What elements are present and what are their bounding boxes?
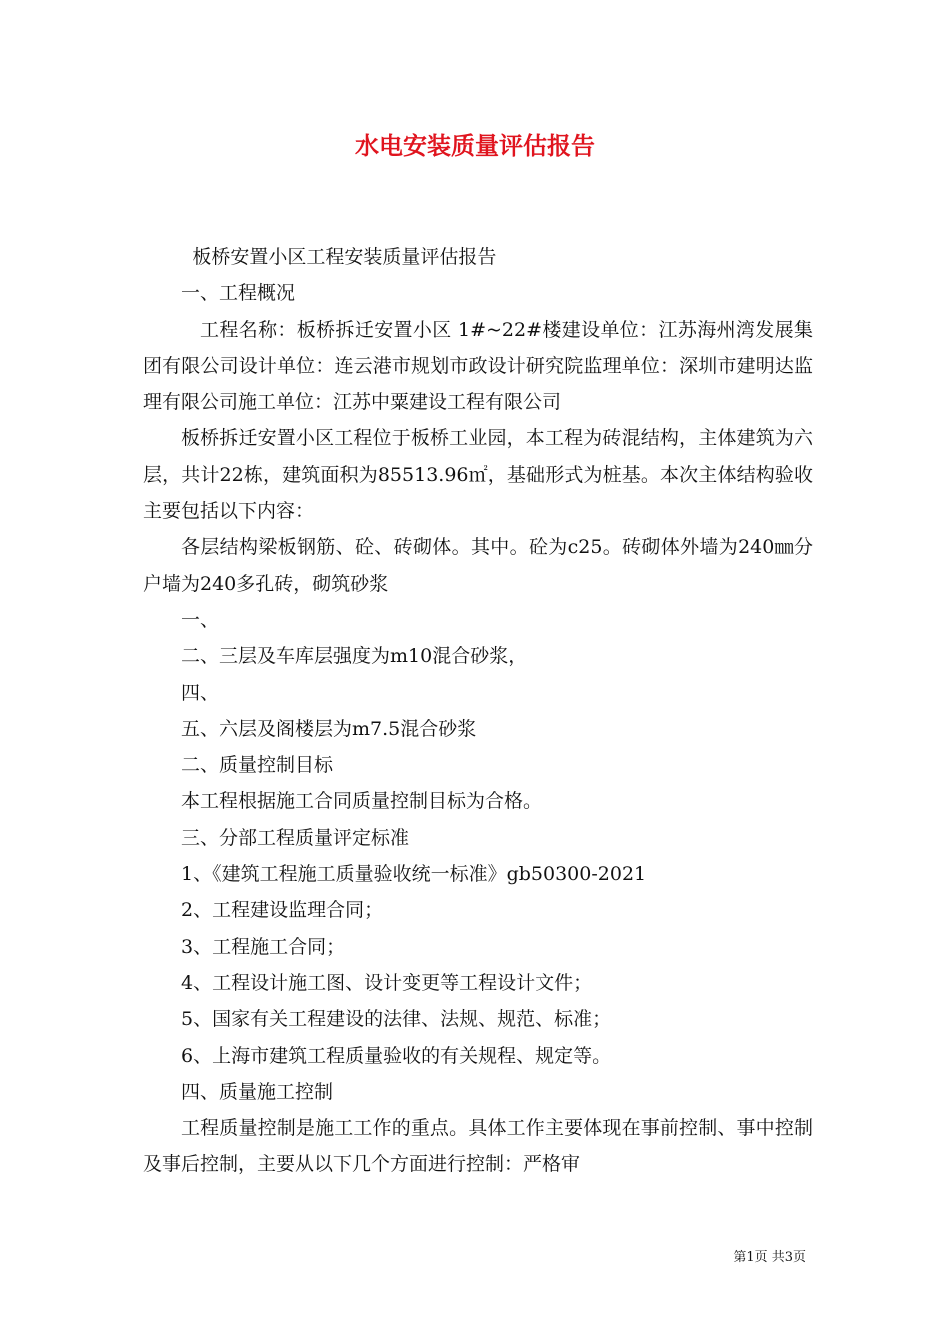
paragraph-subtitle: 板桥安置小区工程安装质量评估报告	[192, 246, 497, 268]
page-number-footer: 第1页 共3页	[733, 1250, 806, 1265]
section-heading-quality-control: 四、质量施工控制	[181, 1080, 334, 1103]
list-item: 2、工程建设监理合同；	[181, 899, 384, 922]
list-item: 3、工程施工合同；	[181, 935, 346, 958]
list-item: 五、六层及阁楼层为m7.5混合砂浆	[181, 717, 477, 740]
paragraph-quality-control: 工程质量控制是施工工作的重点。具体工作主要体现在事前控制、事中控制及事后控制，主要从以下几个方面进行控制：严格审	[143, 1117, 813, 1176]
paragraph-project-location: 板桥拆迁安置小区工程位于板桥工业园，本工程为砖混结构，主体建筑为六层，共计22栋，建筑面积为85513.96㎡，基础形式为桩基。本次主体结构验收主要包括以下内容：	[143, 427, 813, 523]
list-item: 1、《建筑工程施工质量验收统一标准》gb50300-2021	[181, 863, 647, 886]
section-heading-overview: 一、工程概况	[181, 282, 296, 305]
document-title: 水电安装质量评估报告	[355, 131, 595, 160]
paragraph-project-info: 工程名称：板桥拆迁安置小区 1#~22#楼建设单位：江苏海州湾发展集团有限公司设计单位：连云港市规划市政设计研究院监理单位：深圳市建明达监理有限公司施工单位：江苏中粟建设工程有限公司	[143, 318, 813, 414]
list-item: 四、	[181, 681, 220, 704]
list-item: 4、工程设计施工图、设计变更等工程设计文件；	[181, 971, 593, 994]
document-body	[143, 239, 813, 1183]
list-item: 二、三层及车库层强度为m10混合砂浆，	[181, 645, 528, 668]
paragraph-quality-target: 本工程根据施工合同质量控制目标为合格。	[181, 790, 543, 813]
section-heading-quality-target: 二、质量控制目标	[181, 754, 334, 777]
section-heading-standards: 三、分部工程质量评定标准	[181, 826, 410, 849]
list-item: 5、国家有关工程建设的法律、法规、规范、标准；	[181, 1008, 612, 1031]
paragraph-structure-contents: 各层结构梁板钢筋、砼、砖砌体。其中。砼为c25。砖砌体外墙为240㎜分户墙为240多孔砖，砌筑砂浆	[143, 536, 813, 595]
list-item: 一、	[181, 608, 220, 631]
list-item: 6、上海市建筑工程质量验收的有关规程、规定等。	[181, 1044, 612, 1067]
